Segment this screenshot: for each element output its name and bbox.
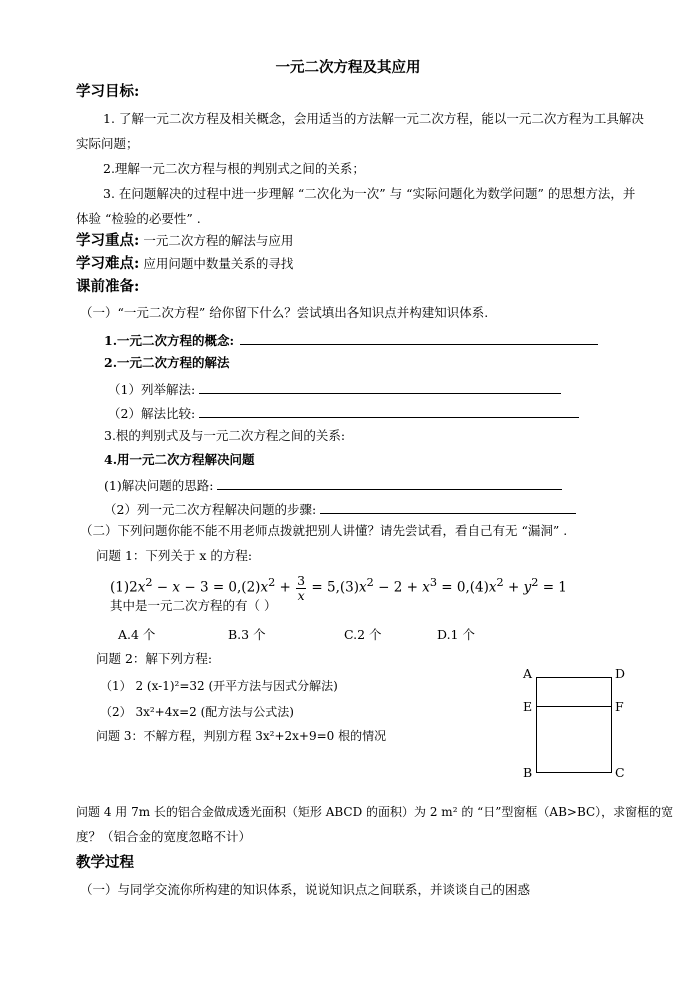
- goal-line-1: 1. 了解一元二次方程及相关概念，会用适当的方法解一元二次方程，能以一元二次方程为工具解决: [103, 111, 644, 126]
- question-1-stem: 问题 1：下列关于 x 的方程:: [96, 548, 253, 563]
- option-b[interactable]: B.3 个: [228, 627, 266, 642]
- question-1-equations: [110, 567, 567, 603]
- process-heading: 教学过程: [76, 854, 134, 871]
- eq-fraction: [296, 574, 306, 603]
- label-f: F: [615, 699, 624, 714]
- difficulty-label: 学习难点:: [76, 255, 140, 272]
- label-a: A: [523, 666, 533, 681]
- goal-line-5: 体验 “检验的必要性” .: [76, 211, 201, 226]
- eq-part: +: [503, 579, 524, 596]
- knowledge-row-1: [104, 331, 598, 349]
- fraction-numerator: 3: [297, 572, 306, 588]
- prep-part-1: （一）“一元二次方程” 给你留下什么？尝试填出各知识点并构建知识体系.: [80, 305, 489, 320]
- fill-blank-concept[interactable]: [240, 331, 598, 345]
- option-d[interactable]: D.1 个: [437, 627, 475, 642]
- knowledge-row-4b: [104, 500, 576, 518]
- knowledge-label-4b: （2）列一元二次方程解决问题的步骤:: [104, 502, 317, 517]
- page-title: 一元二次方程及其应用: [275, 59, 421, 76]
- eq-var: y: [523, 579, 532, 596]
- question-2-stem: 问题 2：解下列方程:: [96, 651, 213, 666]
- fill-blank-compare[interactable]: [199, 404, 579, 418]
- eq-exp: 2: [268, 576, 276, 589]
- goal-line-4: 3. 在问题解决的过程中进一步理解 “二次化为一次” 与 “实际问题化为数学问题” 的思想方法，并: [103, 186, 636, 201]
- eq-part: +: [275, 579, 296, 596]
- eq-var: x: [488, 579, 497, 596]
- knowledge-label-4a: (1)解决问题的思路:: [104, 478, 214, 493]
- rectangle-abcd: [537, 678, 612, 773]
- question-4-line-1: 问题 4 用 7m 长的铝合金做成透光面积（矩形 ABCD 的面积）为 2 m² 的 “日”型窗框（AB>BC），求窗框的宽: [76, 805, 674, 819]
- eq-part: = 5,(3): [307, 579, 359, 596]
- eq-exp: 3: [429, 576, 437, 589]
- fill-blank-steps[interactable]: [320, 500, 576, 514]
- question-3-stem: 问题 3：不解方程，判别方程 3x²+2x+9=0 根的情况: [96, 729, 387, 743]
- fraction-denominator: x: [297, 587, 305, 603]
- focus-row: [76, 233, 293, 249]
- difficulty-row: [76, 256, 293, 272]
- question-2-a: （1） 2 (x-1)²=32 (开平方法与因式分解法): [100, 679, 338, 693]
- eq-part: (1)2: [110, 579, 138, 596]
- eq-exp: 2: [531, 576, 539, 589]
- label-e: E: [523, 699, 533, 714]
- knowledge-label-1: 1.一元二次方程的概念:: [104, 333, 235, 348]
- eq-var: x: [422, 579, 430, 596]
- focus-text: 一元二次方程的解法与应用: [143, 233, 294, 248]
- eq-part: −: [152, 579, 173, 596]
- fill-blank-approach[interactable]: [217, 476, 562, 490]
- eq-exp: 2: [366, 576, 374, 589]
- question-1-ask: 其中是一元二次方程的有（ ）: [110, 598, 277, 613]
- question-2-b: （2） 3x²+4x=2 (配方法与公式法): [100, 705, 294, 719]
- option-a[interactable]: A.4 个: [118, 627, 156, 642]
- eq-var: x: [359, 579, 367, 596]
- eq-var: x: [137, 579, 146, 596]
- goals-heading: 学习目标:: [76, 83, 140, 100]
- difficulty-text: 应用问题中数量关系的寻找: [143, 256, 294, 271]
- eq-var: x: [172, 579, 181, 596]
- eq-part: = 1: [538, 579, 567, 596]
- eq-part: − 2 +: [373, 579, 423, 596]
- knowledge-label-2a: （1）列举解法:: [108, 382, 196, 397]
- goal-line-2: 实际问题；: [76, 136, 139, 151]
- knowledge-label-2: 2.一元二次方程的解法: [104, 355, 230, 370]
- process-part-1: （一）与同学交流你所构建的知识体系，说说知识点之间联系，并谈谈自己的困惑: [80, 882, 531, 897]
- knowledge-row-4a: [104, 476, 562, 494]
- eq-part: − 3 = 0,(2): [180, 579, 261, 596]
- label-d: D: [615, 666, 626, 681]
- focus-label: 学习重点:: [76, 232, 140, 249]
- knowledge-row-2a: [108, 380, 561, 398]
- option-c[interactable]: C.2 个: [344, 627, 382, 642]
- question-4-line-2: 度？（铝合金的宽度忽略不计）: [76, 829, 252, 844]
- knowledge-label-3: 3.根的判别式及与一元二次方程之间的关系:: [104, 428, 346, 443]
- prep-heading: 课前准备:: [76, 278, 140, 295]
- eq-var: x: [260, 579, 269, 596]
- knowledge-label-4: 4.用一元二次方程解决问题: [104, 452, 255, 467]
- prep-part-2: （二）下列问题你能不能不用老师点拨就把别人讲懂？请先尝试看，看自己有无 “漏洞” .: [80, 523, 568, 538]
- knowledge-row-2b: [108, 404, 579, 422]
- knowledge-label-2b: （2）解法比较:: [108, 406, 196, 421]
- eq-part: = 0,(4): [436, 579, 489, 596]
- label-c: C: [615, 765, 625, 780]
- fill-blank-methods[interactable]: [199, 380, 561, 394]
- goal-line-3: 2.理解一元二次方程与根的判别式之间的关系；: [103, 161, 365, 176]
- label-b: B: [523, 765, 533, 780]
- eq-exp: 2: [145, 576, 153, 589]
- window-frame-figure: [536, 677, 613, 774]
- eq-exp: 2: [496, 576, 504, 589]
